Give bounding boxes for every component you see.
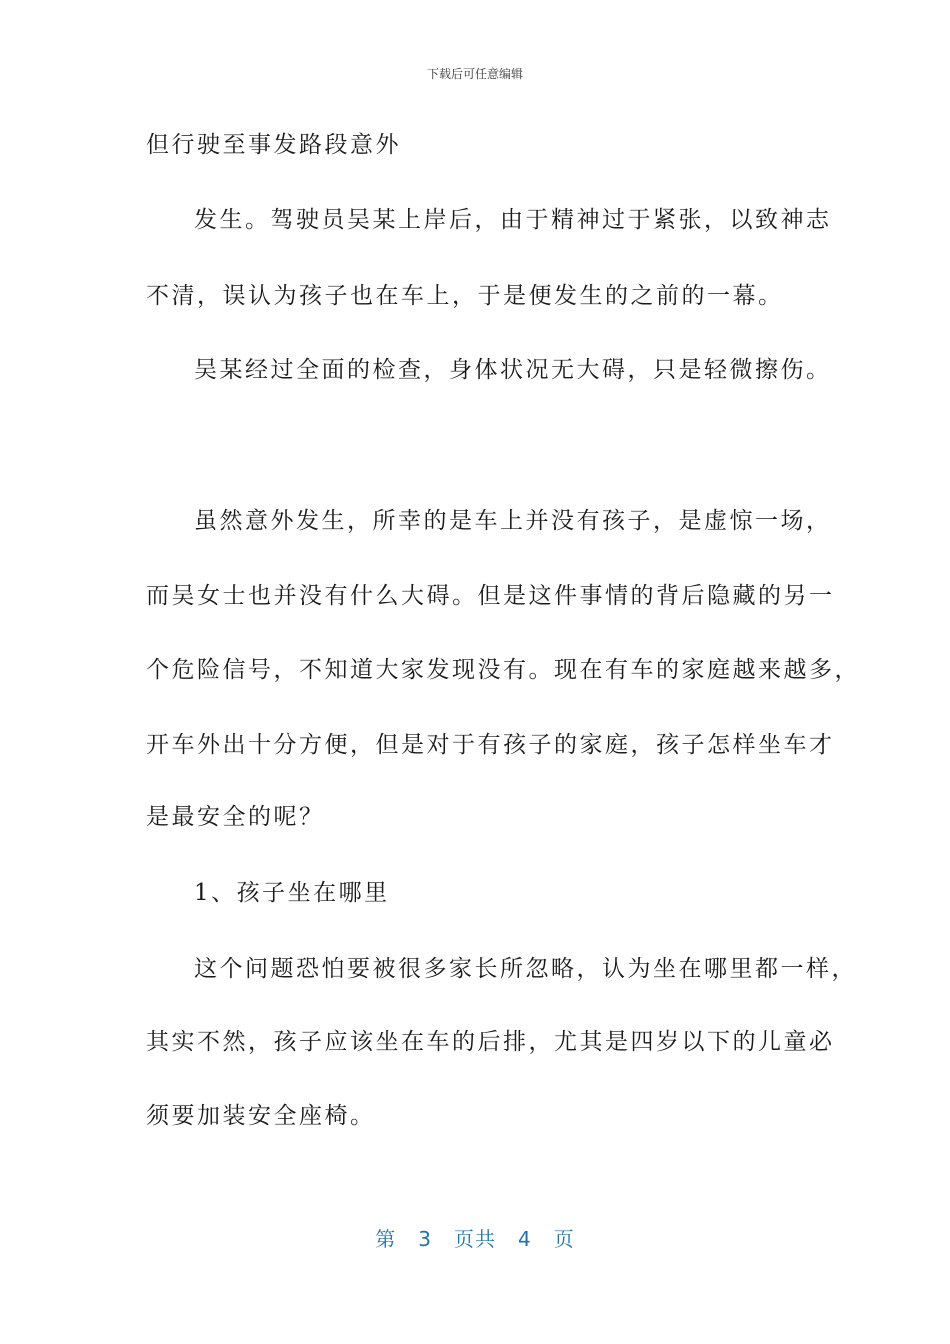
section-heading: 1、孩子坐在哪里 [194, 880, 390, 906]
body-line-9: 是最安全的呢？ [146, 804, 325, 830]
body-line-10: 这个问题恐怕要被很多家长所忽略，认为坐在哪里都一样， [194, 956, 857, 982]
body-line-3: 不清，误认为孩子也在车上，于是便发生的之前的一幕。 [146, 283, 784, 309]
body-line-4: 吴某经过全面的检查，身体状况无大碍，只是轻微擦伤。 [194, 357, 832, 383]
footer-total-pages: 4 [518, 1227, 532, 1251]
body-line-2: 发生。驾驶员吴某上岸后，由于精神过于紧张，以致神志 [194, 207, 832, 233]
footer-suffix: 页 [553, 1227, 575, 1251]
body-line-5: 虽然意外发生，所幸的是车上并没有孩子，是虚惊一场， [194, 508, 832, 534]
body-line-11: 其实不然，孩子应该坐在车的后排，尤其是四岁以下的儿童必 [146, 1029, 835, 1055]
footer-prefix: 第 [375, 1227, 397, 1251]
footer-mid: 页共 [454, 1227, 496, 1251]
body-line-6: 而吴女士也并没有什么大碍。但是这件事情的背后隐藏的另一 [146, 583, 835, 609]
body-line-8: 开车外出十分方便，但是对于有孩子的家庭，孩子怎样坐车才 [146, 732, 835, 758]
footer-current-page: 3 [418, 1227, 432, 1251]
body-line-7: 个危险信号，不知道大家发现没有。现在有车的家庭越来越多， [146, 657, 860, 683]
page-footer [0, 1226, 950, 1252]
body-line-1: 但行驶至事发路段意外 [146, 132, 401, 158]
body-line-12: 须要加装安全座椅。 [146, 1103, 376, 1129]
page-header: 下载后可任意编辑 [426, 67, 523, 81]
